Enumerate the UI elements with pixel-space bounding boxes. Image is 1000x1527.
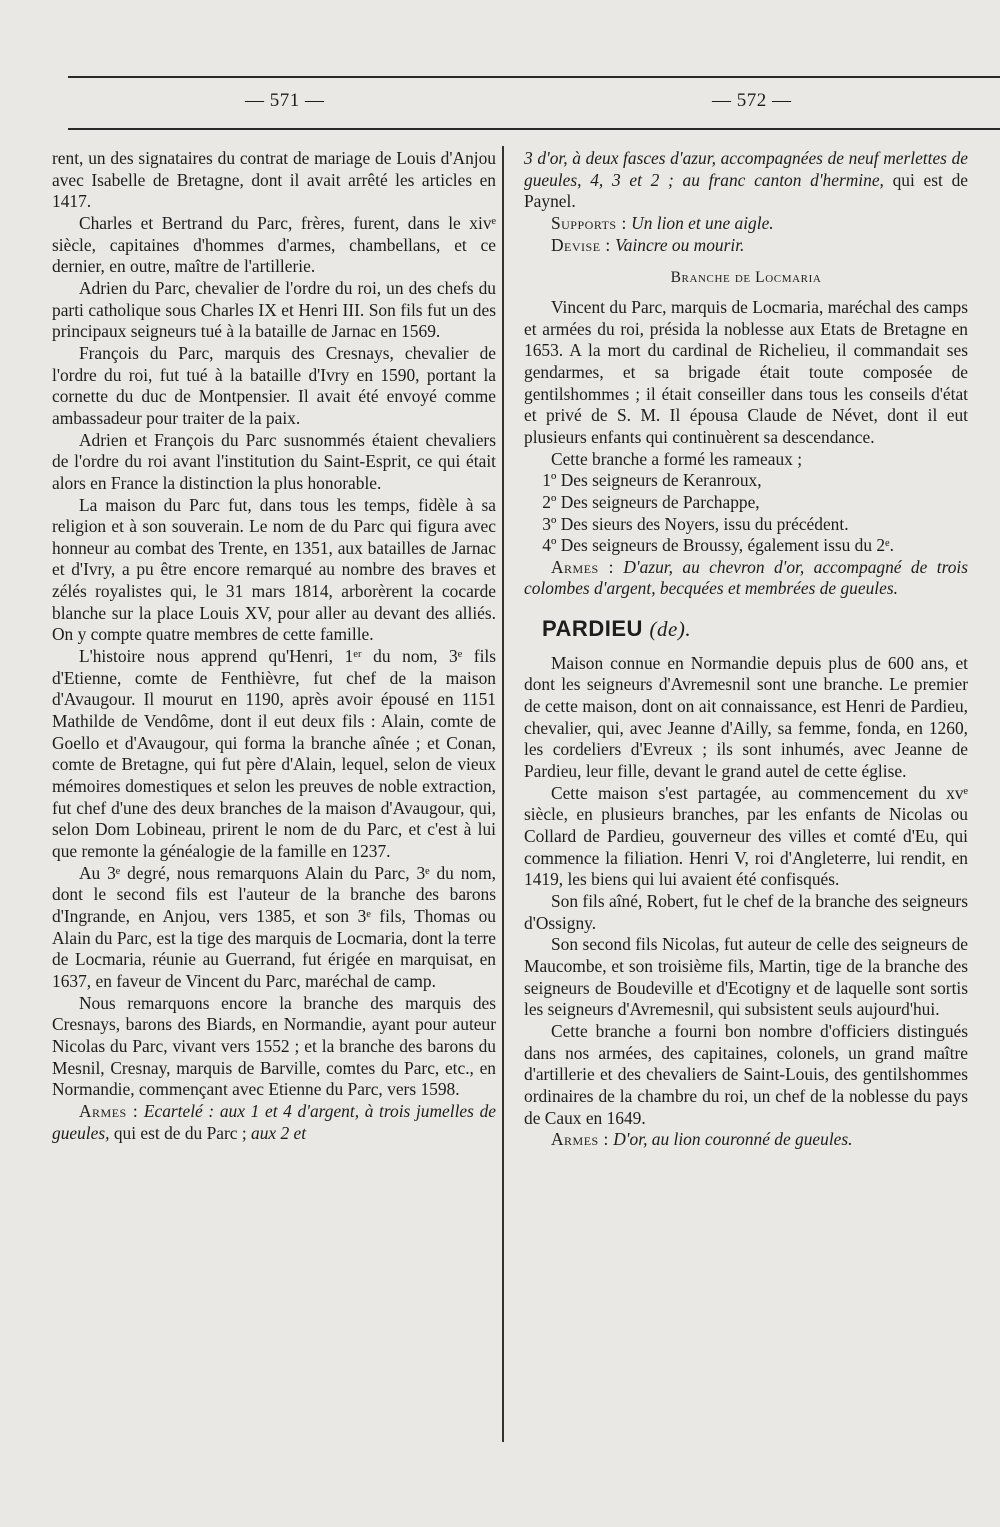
list-item: 2º Des seigneurs de Parchappe, xyxy=(542,491,760,512)
paragraph: Cette maison s'est partagée, au commencement du xvᵉ siècle, en plusieurs branches, par les enfants de Nicolas ou Collard de Pardieu, gouverneur des villes et comté d'Eu, qui commence la filiation. Henri V, roi d'Angleterre, lui rendit, en 1419, les biens qui lui avaient été confisqués. xyxy=(524,782,968,890)
paragraph: Au 3ᵉ degré, nous remarquons Alain du Parc, 3ᵉ du nom, dont le second fils est l'auteur de la branche des barons d'Ingrande, en Anjou, vers 1385, et son 3ᵉ fils, Thomas ou Alain du Parc, est la tige des marquis de Locmaria, dont la terre de Locmaria, réunie au Guerrand, fut érigée en marquisat, en 1637, en faveur de Vincent du Parc, maréchal de camp. xyxy=(52,862,496,991)
armes-label: Armes : xyxy=(550,556,614,577)
left-page-number: — 571 — xyxy=(245,90,325,111)
paragraph: Son fils aîné, Robert, fut le chef de la branche des seigneurs d'Ossigny. xyxy=(524,891,968,933)
top-rule xyxy=(68,76,1000,78)
paragraph: L'histoire nous apprend qu'Henri, 1ᵉʳ du nom, 3ᵉ fils d'Etienne, comte de Fenthièvre, fut chef de la maison d'Avaugour. Il mourut en 1190, après avoir épousé en 1151 Mathilde de Vendôme, dont il eut deux fils : Alain, comte de Goello et d'Avaugour, qui forma la branche aînée ; et Conan, comte de Bretagne, qui fut père d'Alain, lequel, selon de vieux mémoires domestiques et selon les preuves de noble extraction, fut chef d'une des deux branches de la maison d'Avaugour, qui, selon Dom Lobineau, prirent le nom de du Parc, et c'est à lui que remonte la généalogie de la famille en 1237. xyxy=(52,646,496,861)
devise-line xyxy=(524,235,968,257)
supports-line xyxy=(524,213,968,235)
armes-paragraph xyxy=(524,557,968,600)
armes-blazon: D'or, au lion couronné de gueules. xyxy=(613,1129,853,1150)
paragraph: Charles et Bertrand du Parc, frères, furent, dans le xivᵉ siècle, capitaines d'hommes d'armes, chambellans, et ce dernier, en outre, maître de l'artillerie. xyxy=(52,212,496,277)
devise-label: Devise : xyxy=(550,234,611,255)
list-item: 3º Des sieurs des Noyers, issu du précédent. xyxy=(542,513,849,534)
paragraph: Son second fils Nicolas, fut auteur de celle des seigneurs de Maucombe, et son troisième fils, Martin, tige de la branche des seigneurs de Boudeville et d'Ecotigny et de laquelle sont sortis les seigneurs d'Avremesnil, qui subsistent seuls aujourd'hui. xyxy=(524,934,968,1020)
armes-continuation xyxy=(524,148,968,213)
paragraph: Adrien et François du Parc susnommés étaient chevaliers de l'ordre du roi avant l'institution du Saint-Esprit, ce qui était alors en France la distinction la plus honorable. xyxy=(52,429,496,493)
right-column xyxy=(524,148,968,1151)
blazon-note: qui est de Paynel. xyxy=(524,169,968,212)
paragraph: rent, un des signataires du contrat de mariage de Louis d'Anjou avec Isabelle de Bretagne, dont il avait arrêté les articles en 1417. xyxy=(52,148,496,212)
armes-paragraph xyxy=(524,1129,968,1151)
title-particle: (de). xyxy=(649,617,692,642)
paragraph: Vincent du Parc, marquis de Locmaria, maréchal des camps et armées du roi, présida la noblesse aux Etats de Bretagne en 1653. A la mort du cardinal de Richelieu, il commandait ses gendarmes, et sa brigade était toute composée de gentilshommes ; il était conseiller dans tous les conseils d'état et privé de S. M. Il épousa Claude de Névet, dont il eut plusieurs enfants qui continuèrent sa descendance. xyxy=(524,296,968,447)
supports-text: Un lion et une aigle. xyxy=(631,212,774,233)
paragraph: Cette branche a fourni bon nombre d'officiers distingués dans nos armées, des capitaines, colonels, un grand maître d'artillerie et des chevaliers de Saint-Louis, des gentilshommes ordinaires de la chambre du roi, un chef de la noblesse du pays de Caux en 1649. xyxy=(524,1020,968,1128)
blazon-text: 3 d'or, à deux fasces d'azur, accompagnées de neuf merlettes de gueules, 4, 3 et 2 ; au franc canton d'hermine, xyxy=(524,148,968,190)
column-divider xyxy=(502,146,504,1442)
armes-note: qui est de du Parc ; xyxy=(109,1122,251,1143)
paragraph: La maison du Parc fut, dans tous les temps, fidèle à sa religion et à son souverain. Le nom de du Parc qui figura avec honneur au combat des Trente, en 1351, aux batailles de Jarnac et d'Ivry, a pu être encore remarqué au nombre des braves et zélés royalistes qui, le 31 mars 1814, arborèrent la cocarde blanche sur la place Louis XV, pour aller au devant des alliés. On y compte quatre membres de cette famille. xyxy=(52,494,496,645)
section-title xyxy=(524,618,968,641)
devise-text: Vaincre ou mourir. xyxy=(615,234,745,255)
list-item: 4º Des seigneurs de Broussy, également issu du 2ᵉ. xyxy=(542,535,894,556)
paragraph: François du Parc, marquis des Cresnays, chevalier de l'ordre du roi, fut tué à la bataille d'Ivry en 1590, portant la cornette du duc de Montpensier. Il avait été envoyé comme ambassadeur pour traiter de la paix. xyxy=(52,342,496,428)
paragraph: Adrien du Parc, chevalier de l'ordre du roi, un des chefs du parti catholique sous Charles IX et Henri III. Son fils fut un des principaux seigneurs tué à la bataille de Jarnac en 1569. xyxy=(52,277,496,342)
paragraph: Nous remarquons encore la branche des marquis des Cresnays, barons des Biards, en Normandie, ayant pour auteur Nicolas du Parc, vivant vers 1552 ; et la branche des barons du Mesnil, Cresnay, marquis de Barville, comtes du Parc, etc., en Normandie, commençant avec Etienne du Parc, vers 1598. xyxy=(52,992,496,1100)
paragraph: Cette branche a formé les rameaux ; xyxy=(550,448,803,469)
right-page-number: — 572 — xyxy=(712,90,792,111)
armes-blazon-cont: aux 2 et xyxy=(251,1122,307,1143)
armes-blazon: D'azur, au chevron d'or, accompagné de trois colombes d'argent, becquées et membrées de gueules. xyxy=(524,556,968,599)
branch-heading: Branche de Locmaria xyxy=(670,269,822,287)
supports-label: Supports : xyxy=(550,212,627,233)
left-column xyxy=(52,148,496,1144)
paragraph: Maison connue en Normandie depuis plus de 600 ans, et dont les seigneurs d'Avremesnil sont une branche. Le premier de cette maison, dont on ait connaissance, est Henri de Pardieu, chevalier, qui, avec Jeanne d'Ailly, sa femme, fonda, en 1260, les cordeliers d'Evreux ; ils sont inhumés, avec Jeanne de Pardieu, leur fille, devant le grand autel de cette église. xyxy=(524,652,968,782)
armes-blazon: Ecartelé : aux 1 et 4 d'argent, à trois jumelles de gueules, xyxy=(52,1100,496,1143)
armes-label: Armes : xyxy=(550,1129,609,1150)
armes-paragraph xyxy=(52,1101,496,1144)
title-name: PARDIEU xyxy=(542,616,643,642)
header-rule xyxy=(68,128,1000,130)
list-item: 1º Des seigneurs de Keranroux, xyxy=(542,470,762,491)
armes-label: Armes : xyxy=(78,1100,139,1121)
